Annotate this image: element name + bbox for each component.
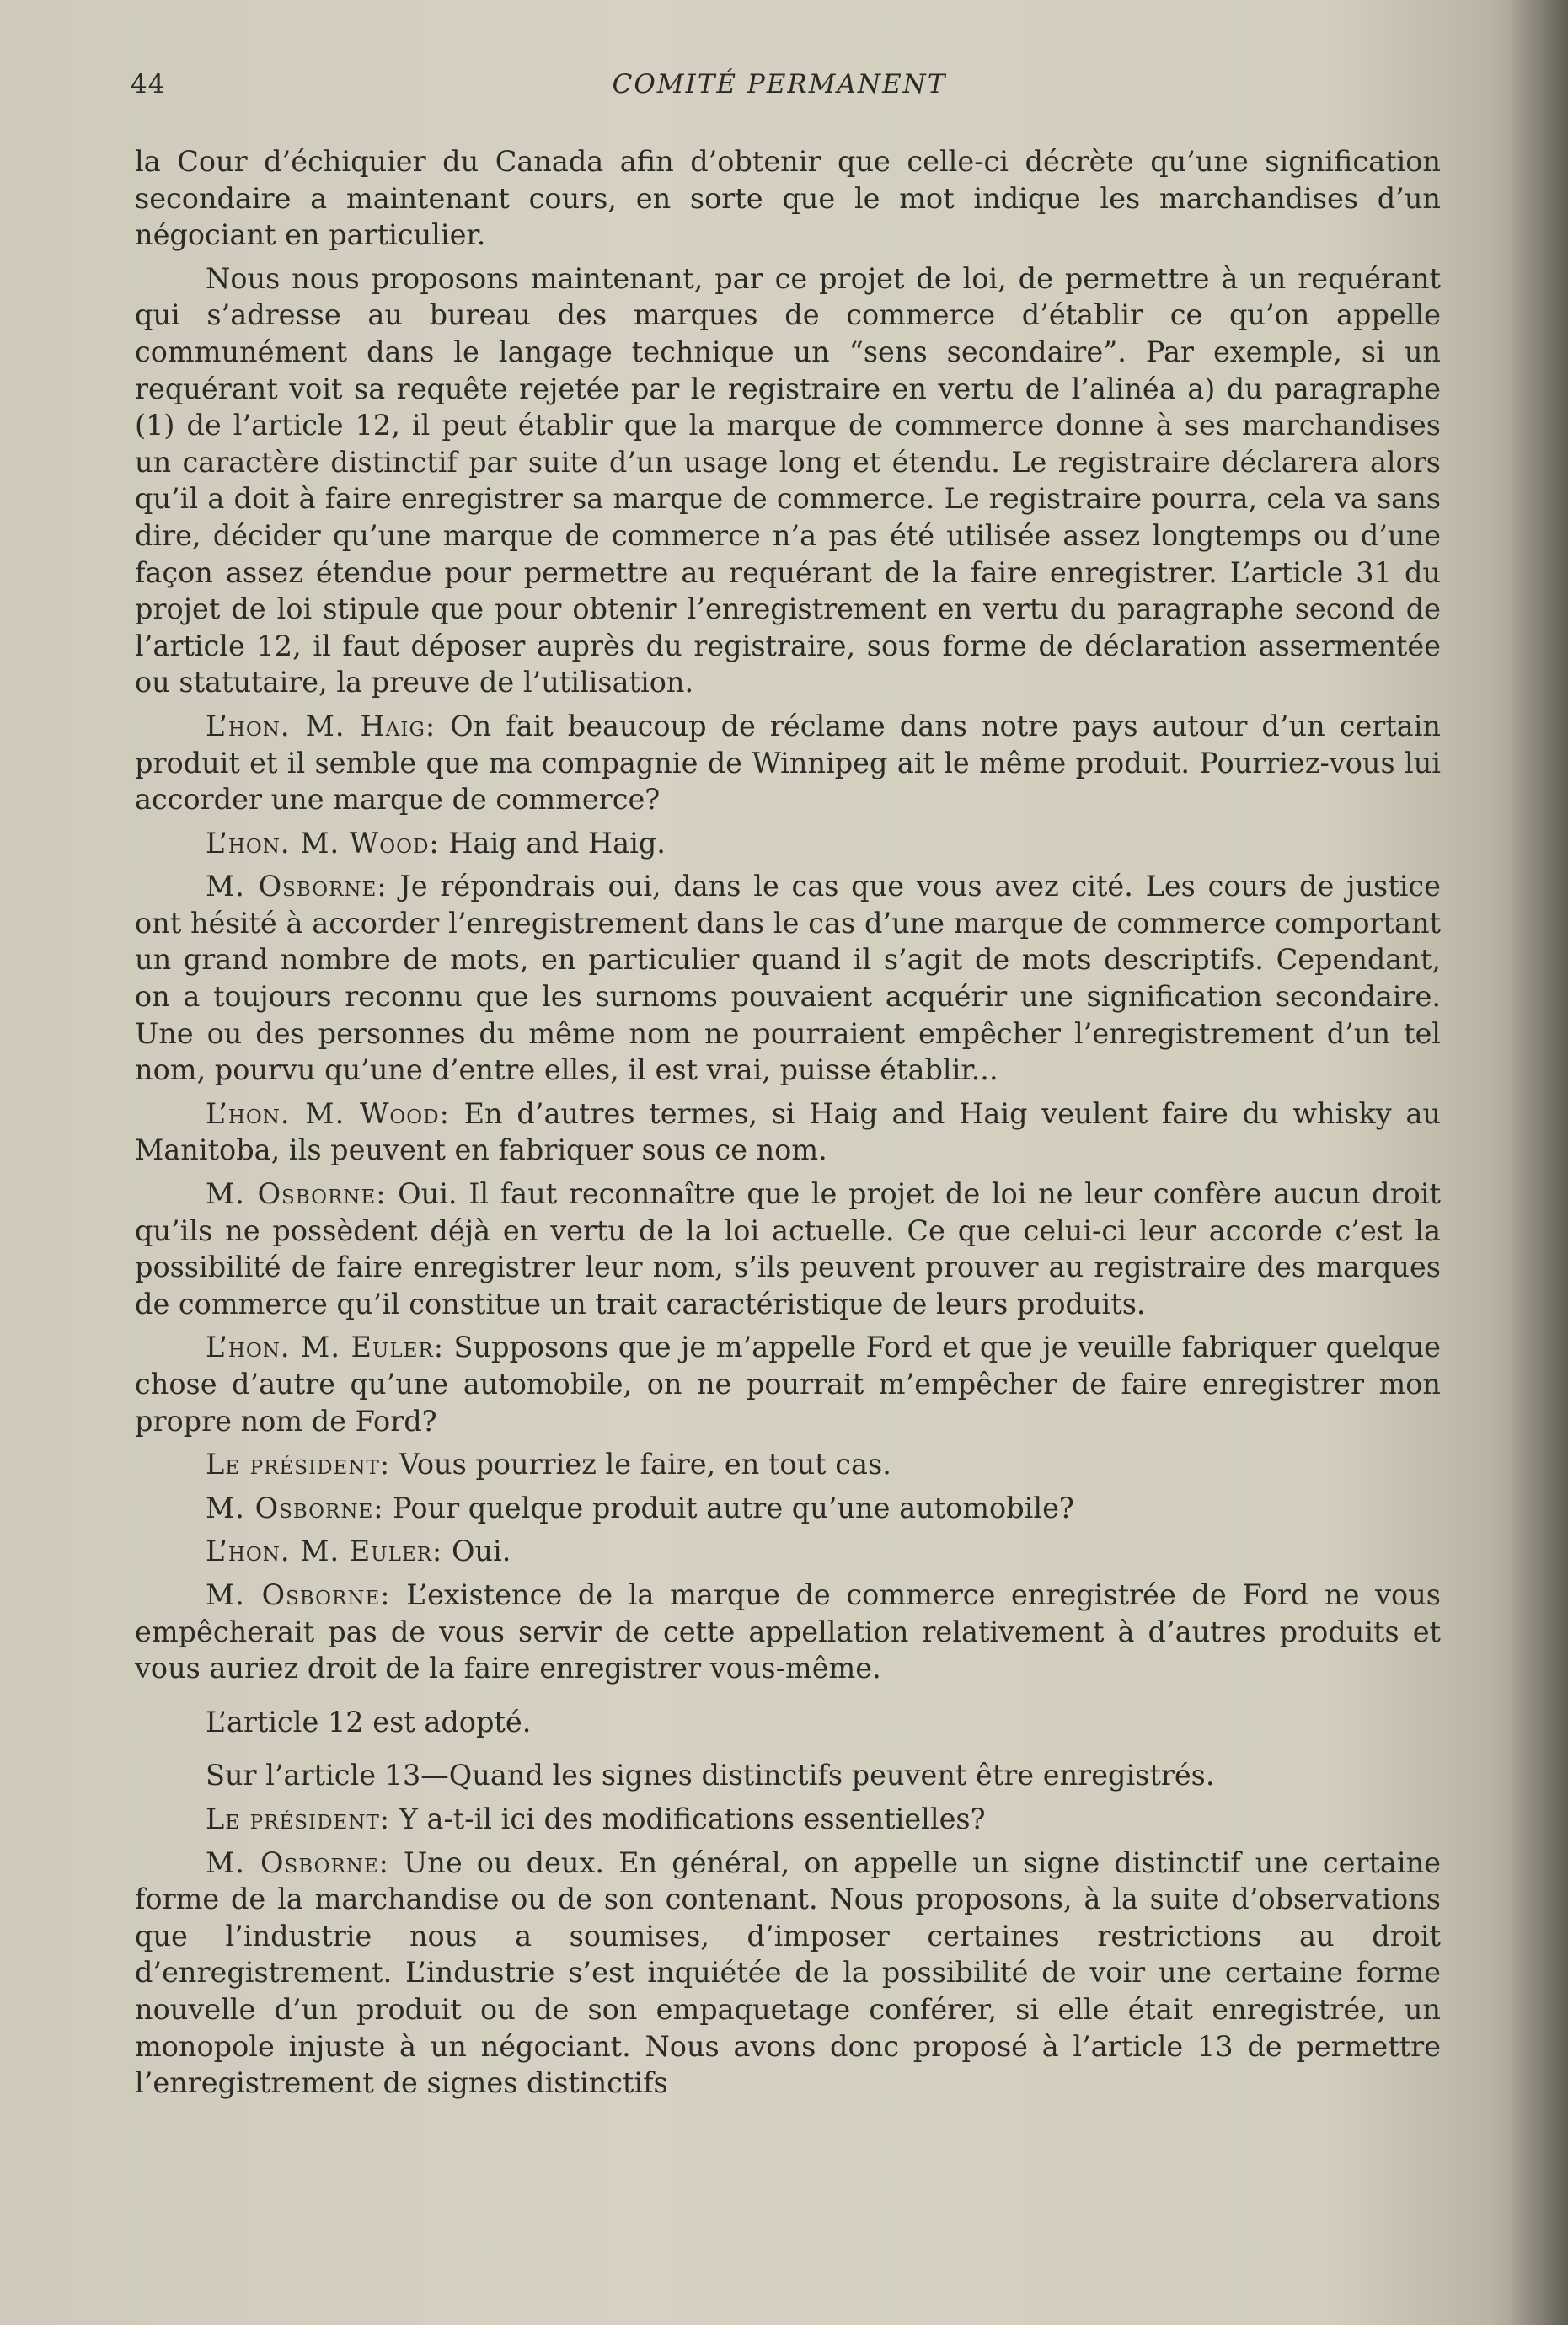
paragraph: Nous nous proposons maintenant, par ce projet de loi, de permettre à un requérant qui s’adresse au bureau des marques de commerce d’établir ce qu’on appelle communément dans le langage technique un “sens secondaire”. Par exemple, si un requérant voit sa requête rejetée par le registraire en vertu de l’alinéa a) du paragraphe (1) de l’article 12, il peut établir que la marque de commerce donne à ses marchandises un caractère distinctif par suite d’un usage long et étendu. Le registraire déclarera alors qu’il a doit à faire enregistrer sa marque de commerce. Le registraire pourra, cela va sans dire, décider qu’une marque de commerce n’a pas été utilisée assez longtemps ou d’une façon assez étendue pour permettre au requérant de la faire enregistrer. L’article 31 du projet de loi stipule que pour obtenir l’enregistrement en vertu du paragraphe second de l’article 12, il faut déposer auprès du registraire, sous forme de déclaration assermentée ou statutaire, la preuve de l’utilisation. <box>135 261 1441 699</box>
paragraph: M. Osborne: Oui. Il faut reconnaître que le projet de loi ne leur confère aucun droit qu’ils ne possèdent déjà en vertu de la loi actuelle. Ce que celui-ci leur accorde c’est la possibilité de faire enregistrer leur nom, s’ils peuvent prouver au registraire des marques de commerce qu’il constitue un trait caractéristique de leurs produits. <box>135 1177 1441 1321</box>
paragraph: Sur l’article 13—Quand les signes distinctifs peuvent être enregistrés. <box>206 1759 1215 1792</box>
paragraph: M. Osborne: Pour quelque produit autre qu’une automobile? <box>206 1491 1074 1524</box>
speaker-label: L’hon. M. Wood: <box>206 1096 450 1130</box>
page-number: 44 <box>131 69 166 99</box>
paragraph: L’article 12 est adopté. <box>206 1705 532 1738</box>
running-title: COMITÉ PERMANENT <box>612 69 947 99</box>
speaker-label: L’hon. M. Euler: <box>206 1535 443 1568</box>
speaker-label: M. Osborne: <box>206 870 388 903</box>
paragraph: Le président: Vous pourriez le faire, en tout cas. <box>206 1448 891 1481</box>
paragraph: M. Osborne: Une ou deux. En général, on appelle un signe distinctif une certaine forme de la marchandise ou de son contenant. Nous proposons, à la suite d’observations que l’industrie nous a soumises, d’imposer certaines restrictions au droit d’enregistrement. L’industrie s’est inquiétée de la possibilité de voir une certaine forme nouvelle d’un produit ou de son empaquetage conférer, si elle était enregistrée, un monopole injuste à un négociant. Nous avons donc proposé à l’article 13 de permettre l’enregistrement de signes distinctifs <box>135 1846 1441 2100</box>
speaker-label: L’hon. M. Haig: <box>206 709 436 742</box>
paragraph: M. Osborne: L’existence de la marque de commerce enregistrée de Ford ne vous empêcherait pas de vous servir de cette appellation relativement à d’autres produits et vous auriez droit de la faire enregistrer vous-même. <box>135 1578 1441 1685</box>
paragraph: M. Osborne: Je répondrais oui, dans le cas que vous avez cité. Les cours de justice ont hésité à accorder l’enregistrement dans le cas d’une marque de commerce comportant un grand nombre de mots, en particulier quand il s’agit de mots descriptifs. Cependant, on a toujours reconnu que les surnoms pouvaient acquérir une signification secondaire. Une ou des personnes du même nom ne pourraient empêcher l’enregistrement d’un tel nom, pourvu qu’une d’entre elles, il est vrai, puisse établir... <box>135 870 1441 1087</box>
paragraph: L’hon. M. Euler: Oui. <box>206 1535 511 1568</box>
speaker-label: M. Osborne: <box>206 1578 391 1611</box>
paragraph: L’hon. M. Euler: Supposons que je m’appelle Ford et que je veuille fabriquer quelque chose d’autre qu’une automobile, on ne pourrait m’empêcher de faire enregistrer mon propre nom de Ford? <box>135 1331 1441 1438</box>
paragraph: la Cour d’échiquier du Canada afin d’obtenir que celle-ci décrète qu’une signification secondaire a maintenant cours, en sorte que le mot indique les marchandises d’un négociant en particulier. <box>135 145 1441 252</box>
speaker-label: L’hon. M. Euler: <box>206 1331 444 1364</box>
body-text <box>135 143 1441 2108</box>
speaker-label: M. Osborne: <box>206 1846 389 1879</box>
paragraph: Le président: Y a-t-il ici des modifications essentielles? <box>206 1802 986 1835</box>
paragraph: L’hon. M. Wood: En d’autres termes, si Haig and Haig veulent faire du whisky au Manitoba, ils peuvent en fabriquer sous ce nom. <box>135 1096 1442 1167</box>
book-spine-shadow <box>1509 0 1568 2325</box>
speaker-label: Le président: <box>206 1802 391 1835</box>
paragraph: L’hon. M. Haig: On fait beaucoup de réclame dans notre pays autour d’un certain produit et il semble que ma compagnie de Winnipeg ait le même produit. Pourriez-vous lui accorder une marque de commerce? <box>135 709 1441 817</box>
speaker-label: Le président: <box>206 1448 391 1481</box>
speaker-label: M. Osborne: <box>206 1177 387 1211</box>
paragraph: L’hon. M. Wood: Haig and Haig. <box>206 826 666 860</box>
speaker-label: L’hon. M. Wood: <box>206 826 440 860</box>
page-header <box>131 69 1428 111</box>
speaker-label: M. Osborne: <box>206 1491 384 1524</box>
